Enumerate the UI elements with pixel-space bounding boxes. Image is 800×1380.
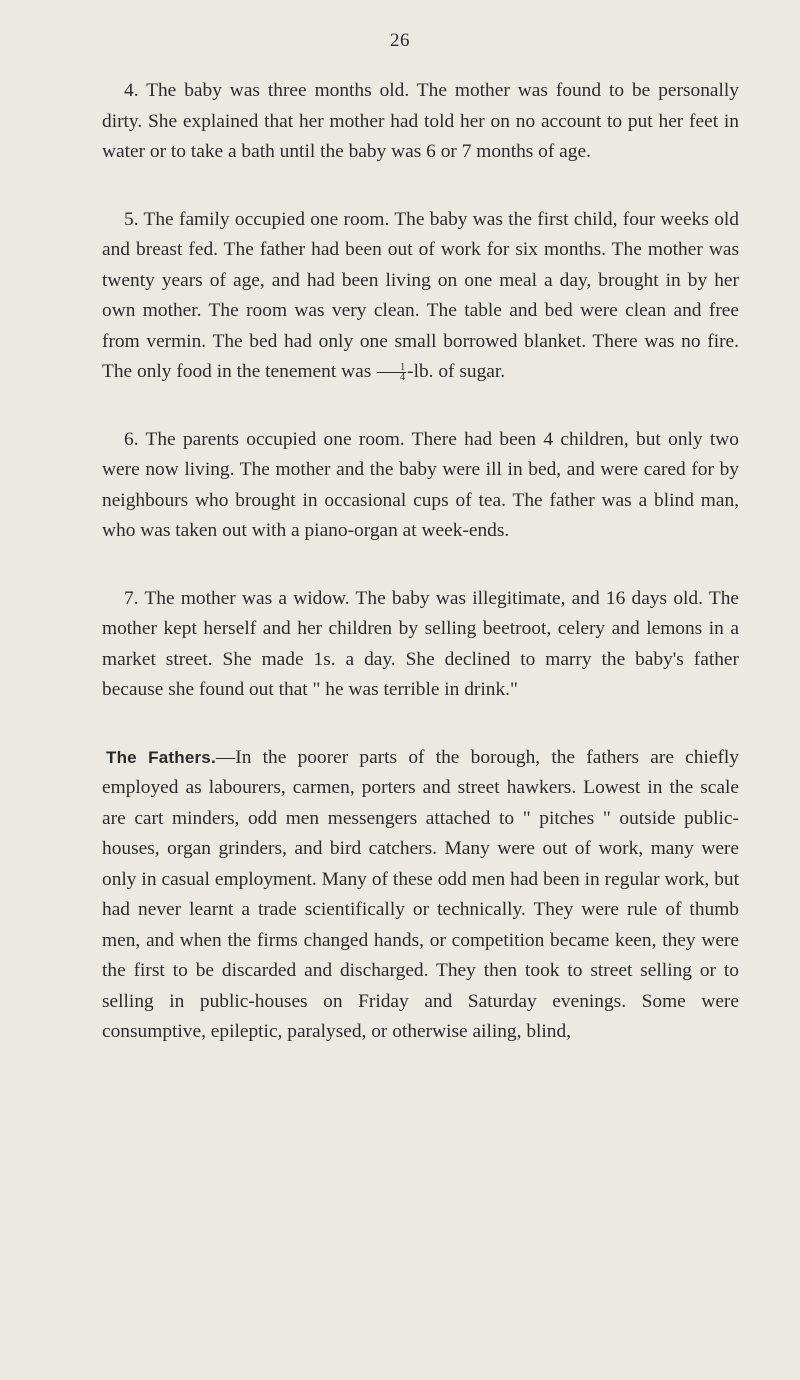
body-text	[102, 76, 739, 1085]
paragraph-case-7: 7. The mother was a widow. The baby was illegitimate, and 16 days old. The mother kept herself and her children by selling beetroot, celery and lemons in a market street. She made 1s. a day. She declined to marry the baby's father because she found out that " he was terrible in drink."	[102, 587, 739, 700]
page-number: 26	[390, 30, 410, 51]
paragraph-case-5-end: -lb. of sugar.	[407, 361, 506, 382]
section-heading-the-fathers: The Fathers.	[106, 747, 216, 767]
fraction-numerator: 1	[377, 363, 406, 373]
paragraph-case-6: 6. The parents occupied one room. There had been 4 children, but only two were now living. The mother and the baby were ill in bed, and were cared for by neighbours who brought in occasional cups of tea. The father was a blind man, who was taken out with a piano-organ at week-ends.	[102, 428, 739, 541]
paragraph-the-fathers	[102, 743, 739, 1048]
paragraph-the-fathers-text: —In the poorer parts of the borough, the fathers are chiefly employed as labourers, carmen, porters and street hawkers. Lowest in the scale are cart minders, odd men messengers attached to " pitches " outside public-houses, organ grinders, and bird catchers. Many were out of work, many were only in casual employment. Many of these odd men had been in regular work, but had never learnt a trade scientifically or technically. They were rule of thumb men, and when the firms changed hands, or competition became keen, they were the first to be discarded and discharged. They then took to street selling or to selling in public-houses on Friday and Saturday evenings. Some were consumptive, epileptic, paralysed, or otherwise ailing, blind,	[102, 746, 740, 1042]
paragraph-case-4: 4. The baby was three months old. The mother was found to be personally dirty. She explained that her mother had told her on no account to put her feet in water or to take a bath until the baby was 6 or 7 months of age.	[102, 80, 739, 162]
quarter-fraction	[377, 363, 406, 382]
fraction-denominator: 4	[400, 372, 406, 384]
paragraph-case-5-text: 5. The family occupied one room. The baby was the first child, four weeks old and breast fed. The father had been out of work for six months. The mother was twenty years of age, and had been living on one meal a day, brought in by her own mother. The room was very clean. The table and bed were clean and free from vermin. The bed had only one small borrowed blanket. There was no fire. The only food in the tenement was	[102, 208, 739, 382]
paragraph-case-5	[102, 205, 739, 388]
